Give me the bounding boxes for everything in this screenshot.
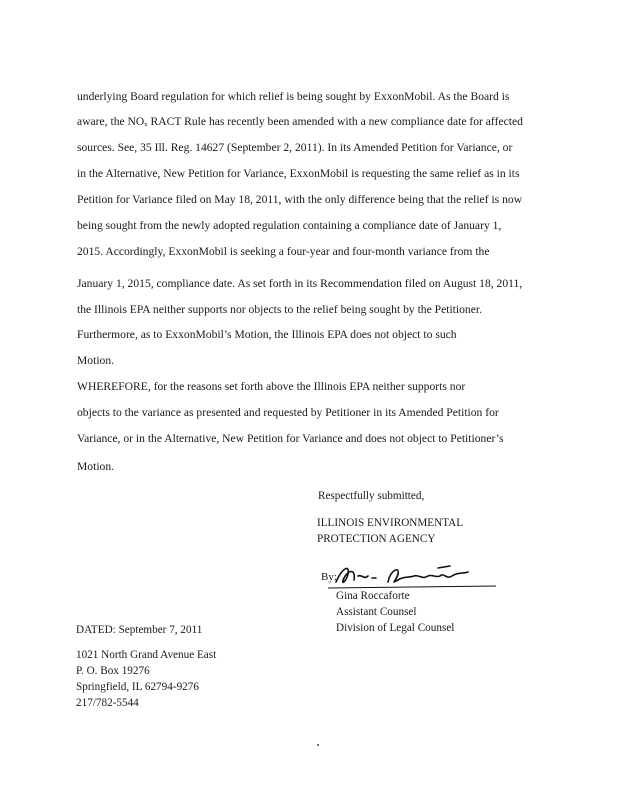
signer-title: Assistant Counsel <box>336 606 417 618</box>
body-line-5: Petition for Variance filed on May 18, 2011, with the only difference being that the relief is now <box>77 193 523 206</box>
body-line-14: Variance, or in the Alternative, New Petition for Variance and does not object to Petitioner’s <box>77 432 504 445</box>
body-line-4: in the Alternative, New Petition for Variance, ExxonMobil is requesting the same relief as in its <box>77 167 520 180</box>
body-line-6: being sought from the newly adopted regulation containing a compliance date of January 1, <box>77 219 502 232</box>
by-label: By: <box>321 571 337 583</box>
body-line-11: Motion. <box>77 354 115 367</box>
address-line-2: P. O. Box 19276 <box>76 665 150 677</box>
signer-name: Gina Roccaforte <box>336 590 410 602</box>
page-mark <box>317 744 319 746</box>
agency-name <box>317 515 463 547</box>
address-line-4: 217/782-5544 <box>76 697 139 709</box>
body-line-9: the Illinois EPA neither supports nor objects to the relief being sought by the Petitioner. <box>77 303 482 316</box>
dated-line: DATED: September 7, 2011 <box>76 624 203 636</box>
agency-line-1: ILLINOIS ENVIRONMENTAL <box>317 517 464 529</box>
body-line-13: objects to the variance as presented and requested by Petitioner in its Amended Petition for <box>77 406 499 419</box>
mailing-address <box>76 647 216 711</box>
address-line-3: Springfield, IL 62794-9276 <box>76 681 199 693</box>
body-line-2: aware, the NOₓ RACT Rule has recently been amended with a new compliance date for affected <box>77 115 523 128</box>
signer-division: Division of Legal Counsel <box>336 622 455 634</box>
body-line-12: WHEREFORE, for the reasons set forth above the Illinois EPA neither supports nor <box>77 380 466 393</box>
signer-block <box>336 588 454 636</box>
body-line-7: 2015. Accordingly, ExxonMobil is seeking a four-year and four-month variance from the <box>77 245 490 258</box>
address-line-1: 1021 North Grand Avenue East <box>76 649 217 661</box>
body-line-3: sources. See, 35 Ill. Reg. 14627 (September 2, 2011). In its Amended Petition for Variance, or <box>77 141 513 154</box>
agency-line-2: PROTECTION AGENCY <box>317 533 436 545</box>
body-line-10: Furthermore, as to ExxonMobil’s Motion, the Illinois EPA does not object to such <box>77 328 457 341</box>
body-line-8: January 1, 2015, compliance date. As set forth in its Recommendation filed on August 18, 2011, <box>77 277 523 290</box>
respectfully-submitted: Respectfully submitted, <box>318 490 425 502</box>
body-line-15: Motion. <box>77 460 115 473</box>
body-line-1: underlying Board regulation for which relief is being sought by ExxonMobil. As the Board is <box>77 90 510 103</box>
